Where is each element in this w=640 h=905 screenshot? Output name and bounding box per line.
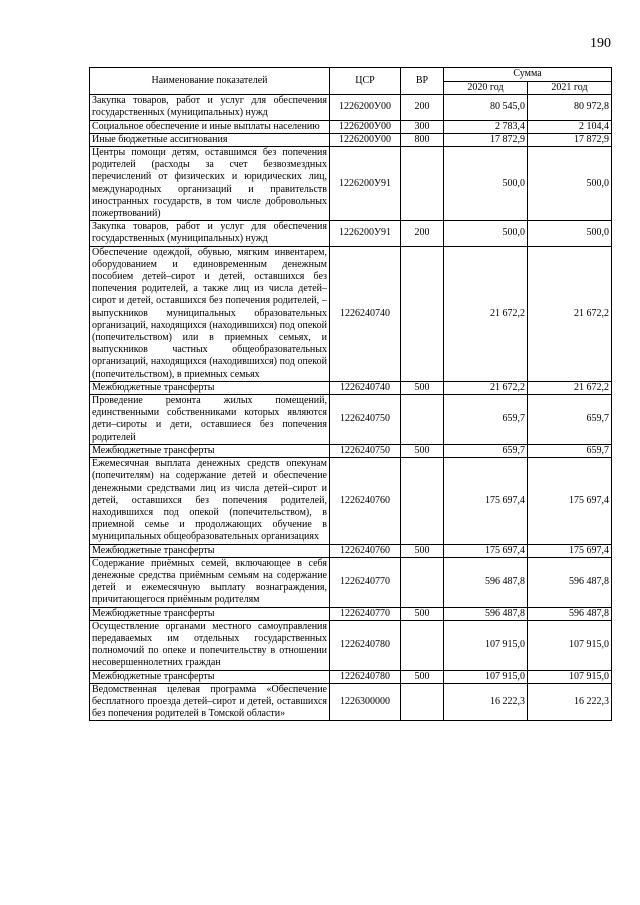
cell-csr: 1226240750: [330, 395, 401, 445]
cell-csr: 1226240740: [330, 381, 401, 394]
header-year-2021: 2021 год: [528, 82, 612, 95]
cell-name: Ежемесячная выплата денежных средств опекунам (попечителям) на содержание детей и обеспечение денежными средствами лиц из числа детей–сирот и детей, оставшихся без попечения родителей, находившихся под опекой (попечительством), в приемной семье и продолжающих обучение в муниципальных общеобразовательных организациях: [90, 458, 330, 544]
cell-csr: 1226200У00: [330, 120, 401, 133]
cell-y2021: 500,0: [528, 147, 612, 221]
cell-name: Межбюджетные трансферты: [90, 607, 330, 620]
table-row: [90, 120, 612, 133]
table-row: [90, 395, 612, 445]
cell-name: Проведение ремонта жилых помещений, единственными собственниками которых являются дети–сироты и дети, оставшиеся без попечения родителей: [90, 395, 330, 445]
cell-y2020: 16 222,3: [444, 683, 528, 721]
cell-csr: 1226200У00: [330, 95, 401, 120]
cell-vr: [401, 246, 444, 381]
header-year-2020: 2020 год: [444, 82, 528, 95]
cell-vr: 500: [401, 544, 444, 557]
cell-vr: 300: [401, 120, 444, 133]
cell-csr: 1226240760: [330, 458, 401, 544]
cell-y2021: 2 104,4: [528, 120, 612, 133]
cell-y2021: 596 487,8: [528, 557, 612, 607]
table-row: [90, 557, 612, 607]
cell-name: Межбюджетные трансферты: [90, 544, 330, 557]
cell-y2020: 500,0: [444, 147, 528, 221]
cell-y2020: 2 783,4: [444, 120, 528, 133]
table-row: [90, 147, 612, 221]
table-row: [90, 620, 612, 670]
cell-y2021: 659,7: [528, 444, 612, 457]
cell-vr: 500: [401, 607, 444, 620]
cell-y2020: 659,7: [444, 444, 528, 457]
cell-name: Межбюджетные трансферты: [90, 381, 330, 394]
cell-name: Межбюджетные трансферты: [90, 670, 330, 683]
cell-csr: 1226200У91: [330, 221, 401, 246]
cell-y2020: 17 872,9: [444, 133, 528, 146]
table-header: [90, 68, 612, 95]
cell-name: Содержание приёмных семей, включающее в себя денежные средства приёмным семьям на содержание детей и ежемесячную выплату вознаграждения, причитающегося приёмным родителям: [90, 557, 330, 607]
table-row: [90, 670, 612, 683]
cell-vr: [401, 147, 444, 221]
cell-y2021: 17 872,9: [528, 133, 612, 146]
table-row: [90, 381, 612, 394]
cell-csr: 1226240740: [330, 246, 401, 381]
cell-y2021: 596 487,8: [528, 607, 612, 620]
cell-vr: 200: [401, 221, 444, 246]
table-row: [90, 544, 612, 557]
cell-y2021: 21 672,2: [528, 246, 612, 381]
cell-csr: 1226240750: [330, 444, 401, 457]
cell-y2021: 16 222,3: [528, 683, 612, 721]
cell-y2020: 596 487,8: [444, 607, 528, 620]
cell-y2020: 80 545,0: [444, 95, 528, 120]
cell-csr: 1226240780: [330, 670, 401, 683]
header-vr: ВР: [401, 68, 444, 95]
table-row: [90, 95, 612, 120]
cell-y2020: 175 697,4: [444, 458, 528, 544]
cell-vr: [401, 395, 444, 445]
cell-y2020: 107 915,0: [444, 670, 528, 683]
cell-vr: [401, 458, 444, 544]
cell-name: Закупка товаров, работ и услуг для обеспечения государственных (муниципальных) нужд: [90, 95, 330, 120]
cell-csr: 1226200У91: [330, 147, 401, 221]
cell-vr: 500: [401, 670, 444, 683]
cell-y2021: 21 672,2: [528, 381, 612, 394]
cell-name: Обеспечение одеждой, обувью, мягким инвентарем, оборудованием и единовременным денежным пособием детей–сирот и детей, оставшихся без попечения родителей, а также лиц из числа детей–сирот и детей, оставшихся без попечения родителей, – выпускников муниципальных образовательных организаций, находящихся (находившихся) под опекой (попечительством) или в приемных семьях, и выпускников частных общеобразовательных организаций, находящихся (находившихся) под опекой (попечительством), в приемных семьях: [90, 246, 330, 381]
table-body: [90, 95, 612, 721]
cell-name: Ведомственная целевая программа «Обеспечение бесплатного проезда детей–сирот и детей, оставшихся без попечения родителей в Томской области»: [90, 683, 330, 721]
cell-csr: 1226240770: [330, 557, 401, 607]
cell-name: Закупка товаров, работ и услуг для обеспечения государственных (муниципальных) нужд: [90, 221, 330, 246]
cell-vr: [401, 683, 444, 721]
table-row: [90, 458, 612, 544]
cell-csr: 1226240770: [330, 607, 401, 620]
header-csr: ЦСР: [330, 68, 401, 95]
cell-y2021: 80 972,8: [528, 95, 612, 120]
cell-csr: 1226240780: [330, 620, 401, 670]
header-name: Наименование показателей: [90, 68, 330, 95]
cell-vr: [401, 557, 444, 607]
cell-name: Осуществление органами местного самоуправления передаваемых им отдельных государственных полномочий по опеке и попечительству в отношении несовершеннолетних граждан: [90, 620, 330, 670]
cell-y2021: 175 697,4: [528, 544, 612, 557]
cell-csr: 1226200У00: [330, 133, 401, 146]
table-row: [90, 221, 612, 246]
budget-table: [89, 67, 612, 721]
cell-name: Межбюджетные трансферты: [90, 444, 330, 457]
cell-vr: 200: [401, 95, 444, 120]
table-row: [90, 444, 612, 457]
table-row: [90, 607, 612, 620]
cell-name: Социальное обеспечение и иные выплаты населению: [90, 120, 330, 133]
cell-y2020: 596 487,8: [444, 557, 528, 607]
cell-csr: 1226300000: [330, 683, 401, 721]
header-sum: Сумма: [444, 68, 612, 82]
table-row: [90, 683, 612, 721]
cell-y2020: 659,7: [444, 395, 528, 445]
cell-y2020: 500,0: [444, 221, 528, 246]
cell-csr: 1226240760: [330, 544, 401, 557]
cell-vr: 800: [401, 133, 444, 146]
cell-name: Центры помощи детям, оставшимся без попечения родителей (расходы за счет безвозмездных перечислений от физических и юридических лиц, международных организаций и правительств иностранных государств, в том числе добровольных пожертвований): [90, 147, 330, 221]
cell-y2020: 21 672,2: [444, 246, 528, 381]
cell-y2021: 175 697,4: [528, 458, 612, 544]
cell-y2021: 107 915,0: [528, 620, 612, 670]
page-number: 190: [590, 36, 611, 51]
cell-name: Иные бюджетные ассигнования: [90, 133, 330, 146]
table-row: [90, 133, 612, 146]
cell-y2020: 107 915,0: [444, 620, 528, 670]
cell-y2020: 21 672,2: [444, 381, 528, 394]
cell-y2021: 500,0: [528, 221, 612, 246]
cell-vr: 500: [401, 381, 444, 394]
cell-vr: [401, 620, 444, 670]
cell-y2021: 107 915,0: [528, 670, 612, 683]
cell-vr: 500: [401, 444, 444, 457]
cell-y2020: 175 697,4: [444, 544, 528, 557]
cell-y2021: 659,7: [528, 395, 612, 445]
table-row: [90, 246, 612, 381]
